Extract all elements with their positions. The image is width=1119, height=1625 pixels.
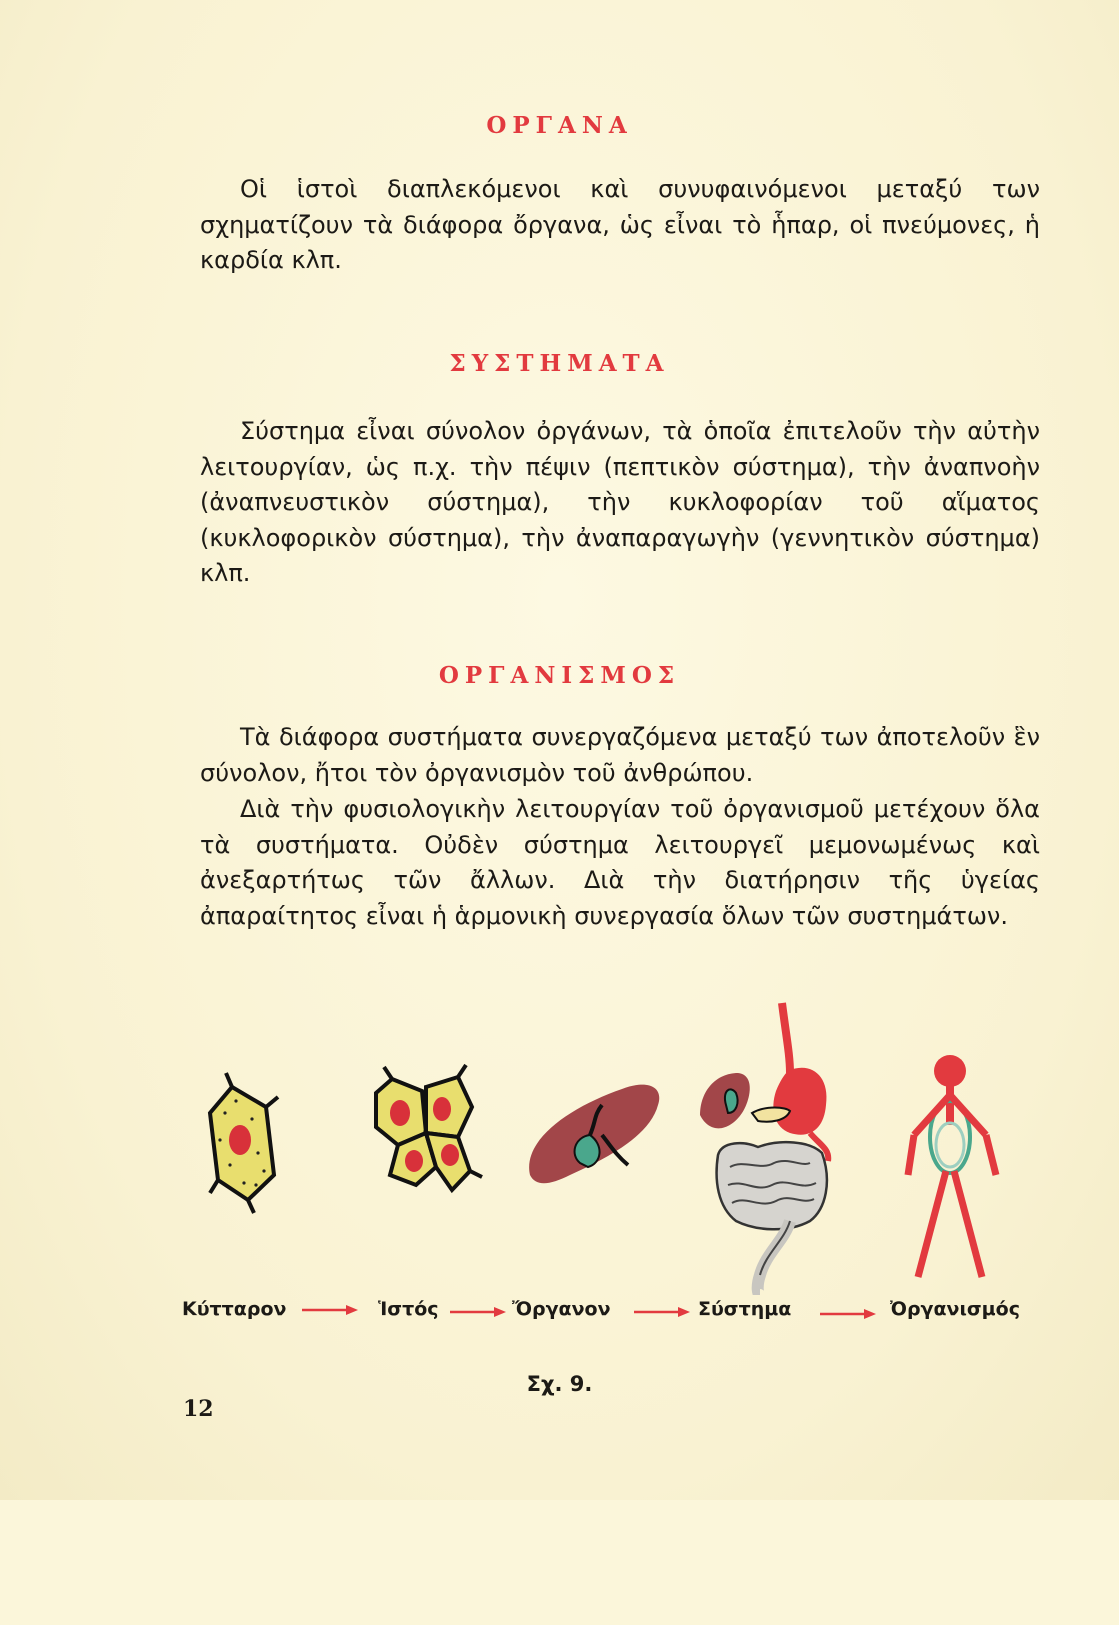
figure-label-row [0,1595,1119,1625]
label-organism: Ὀργανισμός [890,1298,1020,1320]
arrow-right-icon [632,1304,692,1320]
system-illustration [700,1003,828,1295]
paragraph-organs-text: Οἱ ἱστοὶ διαπλεκόμενοι καὶ συνυφαινόμενοι μεταξύ των σχηματίζουν τὰ διάφορα ὄργανα, ὡς εἶναι τὸ ἧπαρ, οἱ πνεύμονες, ἡ καρδία κλπ. [200,175,1040,274]
label-tissue: Ἱστός [378,1298,439,1320]
arrow-right-icon [818,1306,878,1322]
paragraph-organism-2 [200,792,1040,934]
paragraph-systems [200,414,1040,592]
page-number: 12 [183,1396,214,1422]
figure-illustration [170,995,1070,1295]
figure-caption: Σχ. 9. [526,1372,593,1396]
label-cell: Κύτταρον [182,1298,287,1320]
paragraph-organs [200,172,1040,279]
heading-organs: ΟΡΓΑΝΑ [486,112,633,139]
paragraph-systems-text: Σύστημα εἶναι σύνολον ὀργάνων, τὰ ὁποῖα ἐπιτελοῦν τὴν αὐτὴν λειτουργίαν, ὡς π.χ. τὴν πέψιν (πεπτικὸν σύστημα), τὴν ἀναπνοὴν (ἀναπνευστικὸν σύστημα), τὴν κυκλοφορίαν τοῦ αἵματος (κυκλοφορικὸν σύστημα), τὴν ἀναπαραγωγὴν (γεννητικὸν σύστημα) κλπ. [200,417,1040,587]
label-system: Σύστημα [698,1298,792,1320]
heading-systems: ΣΥΣΤΗΜΑΤΑ [449,350,670,377]
organism-illustration [908,1055,996,1277]
tissue-illustration [376,1065,482,1190]
paragraph-organism-1 [200,720,1040,791]
paragraph-organism-1-text: Τὰ διάφορα συστήματα συνεργαζόμενα μεταξύ των ἀποτελοῦν ἓν σύνολον, ἤτοι τὸν ὀργανισμὸν τοῦ ἀνθρώπου. [200,723,1040,787]
label-organ: Ὄργανον [512,1298,611,1320]
paragraph-organism-2-text: Διὰ τὴν φυσιολογικὴν λειτουργίαν τοῦ ὀργανισμοῦ μετέχουν ὅλα τὰ συστήματα. Οὐδὲν σύστημα λειτουργεῖ μεμονωμένως καὶ ἀνεξαρτήτως τῶν ἄλλων. Διὰ τὴν διατήρησιν τῆς ὑγείας ἀπαραίτητος εἶναι ἡ ἁρμονικὴ συνεργασία ὅλων τῶν συστημάτων. [200,795,1040,930]
arrow-right-icon [448,1304,508,1320]
organ-illustration [529,1085,659,1184]
arrow-right-icon [300,1302,360,1318]
heading-organism: ΟΡΓΑΝΙΣΜΟΣ [438,662,681,689]
cell-illustration [210,1073,278,1213]
